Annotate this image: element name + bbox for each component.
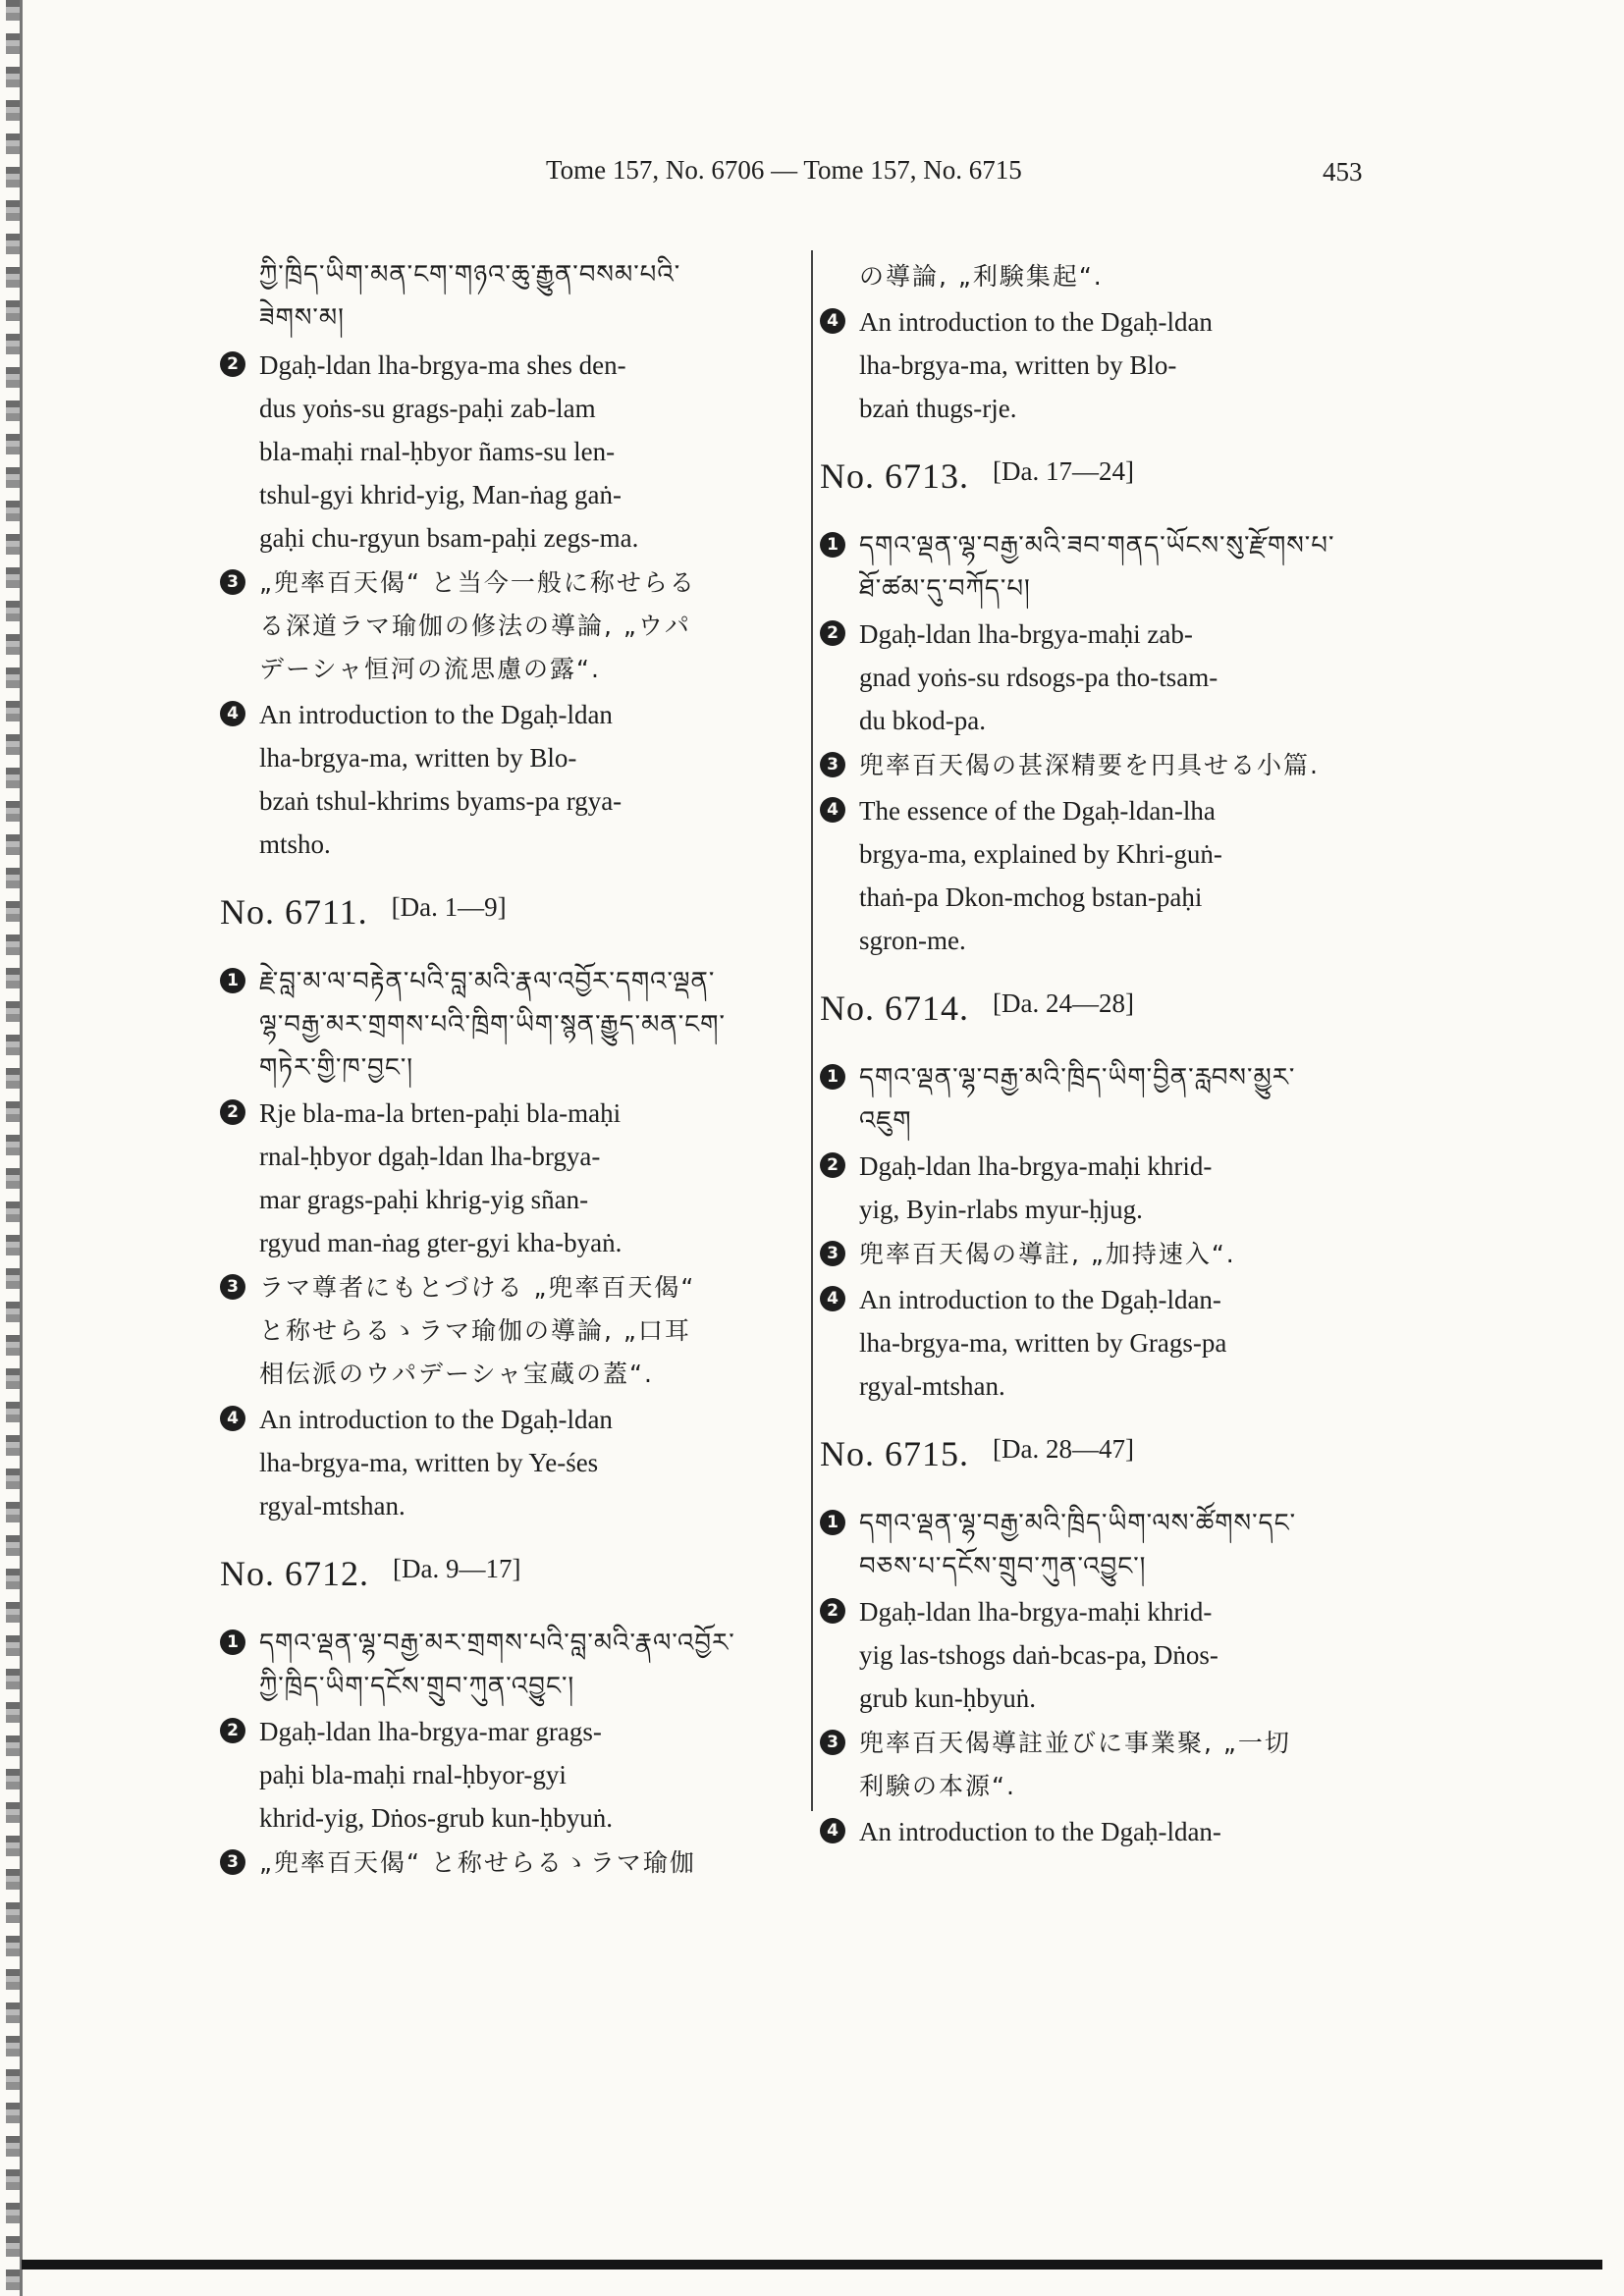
tibetan-line: དགའ་ལྡན་ལྷ་བརྒྱ་མའི་ཟབ་གནད་ཡོངས་སུ་རྫོགས་པ་ (859, 531, 1335, 561)
tibetan-line: དགའ་ལྡན་ལྷ་བརྒྱ་མའི་ཁྲིད་ཡིག་བྱིན་རླབས་མྱུར་ (859, 1063, 1296, 1093)
item-marker: 2 (820, 620, 845, 646)
entry-item (820, 1502, 1381, 1588)
entry-number: No. 6713. (820, 456, 969, 496)
entry-item (220, 1266, 776, 1396)
text-line: du bkod-pa. (859, 706, 986, 735)
item-marker: 1 (220, 1629, 245, 1655)
item-marker: 2 (220, 1718, 245, 1743)
entry-item (820, 524, 1381, 611)
text-line: An introduction to the Dgaḥ-ldan (259, 700, 613, 729)
japanese-line: 利験の本源“. (859, 1772, 1016, 1800)
text-line: khrid-yig, Dṅos-grub kun-ḥbyuṅ. (259, 1803, 613, 1833)
entry-item (820, 1145, 1381, 1231)
entry-item (220, 1842, 776, 1885)
tibetan-line: གཏེར་གྱི་ཁ་བྱང་། (259, 1053, 414, 1083)
entry-range: [Da. 28—47] (993, 1434, 1134, 1464)
item-marker: 1 (220, 968, 245, 993)
text-line: Dgaḥ-ldan lha-brgya-mar grags- (259, 1717, 602, 1746)
item-marker: 2 (820, 1598, 845, 1624)
item-marker: 2 (820, 1152, 845, 1178)
japanese-line: る深道ラマ瑜伽の修法の導論, „ウパ (259, 612, 691, 640)
japanese-line: と称せらるゝラマ瑜伽の導論, „口耳 (259, 1316, 691, 1345)
text-line: paḥi bla-maḥi rnal-ḥbyor-gyi (259, 1760, 567, 1789)
tibetan-line: དགའ་ལྡན་ལྷ་བརྒྱ་མར་གྲགས་པའི་བླ་མའི་རྣལ་འབྱོར་ (259, 1629, 735, 1658)
text-line: Rje bla-ma-la brten-paḥi bla-maḥi (259, 1098, 622, 1128)
tibetan-line: བཅས་པ་དངོས་གྲུབ་ཀུན་འབྱུང་། (859, 1552, 1147, 1581)
text-line: An introduction to the Dgaḥ-ldan (859, 307, 1213, 337)
text-line: rgyal-mtshan. (859, 1371, 1005, 1401)
tibetan-line: ཐོ་ཚམ་དུ་བཀོད་པ། (859, 574, 1031, 604)
item-marker: 4 (820, 1818, 845, 1843)
text-line: The essence of the Dgaḥ-ldan-lha (859, 796, 1216, 826)
running-title: Tome 157, No. 6706 — Tome 157, No. 6715 (546, 155, 1022, 185)
entry-heading (220, 891, 776, 938)
text-line: tshul-gyi khrid-yig, Man-ṅag gaṅ- (259, 480, 622, 509)
item-marker: 3 (820, 1241, 845, 1266)
entry-item (220, 693, 776, 866)
entry-item (820, 613, 1381, 742)
tibetan-line: ཀྱི་ཁྲིད་ཡིག་མན་ངག་གཉའ་ཆུ་རྒྱུན་བསམ་པའི་ (259, 260, 681, 290)
text-line: Dgaḥ-ldan lha-brgya-ma shes den- (259, 350, 626, 380)
entry-item (220, 960, 776, 1090)
entry-item (820, 789, 1381, 962)
item-marker: 1 (820, 1510, 845, 1535)
entry-number: No. 6712. (220, 1554, 369, 1593)
entry-heading (820, 1433, 1381, 1480)
text-line: yig, Byin-rlabs myur-ḥjug. (859, 1195, 1143, 1224)
page-number: 453 (1323, 157, 1363, 187)
entry-item (220, 1398, 776, 1527)
text-line: bzaṅ tshul-khrims byams-pa rgya- (259, 786, 623, 816)
text-line: Dgaḥ-ldan lha-brgya-maḥi khrid- (859, 1597, 1213, 1627)
tibetan-line: འཇུག (859, 1106, 912, 1136)
entry-number: No. 6714. (820, 988, 969, 1028)
entry-range: [Da. 17—24] (993, 456, 1134, 486)
entry-number: No. 6715. (820, 1434, 969, 1473)
japanese-line: の導論, „利験集起“. (859, 262, 1104, 291)
item-marker: 1 (820, 1064, 845, 1090)
entry-heading (820, 455, 1381, 503)
japanese-line: 兜率百天偈導註並びに事業聚, „一切 (859, 1729, 1291, 1757)
text-line: rgyal-mtshan. (259, 1491, 406, 1521)
item-marker: 3 (220, 1274, 245, 1300)
entry-item (820, 1233, 1381, 1276)
entry-item (820, 300, 1381, 430)
item-marker: 4 (820, 308, 845, 334)
japanese-line: 兜率百天偈の導註, „加持速入“. (859, 1240, 1236, 1268)
entry-item (820, 1590, 1381, 1720)
tibetan-line: ལྷ་བརྒྱ་མར་གྲགས་པའི་ཁྲིག་ཡིག་སྙན་རྒྱུད་མན་ངག་ (259, 1010, 726, 1040)
catalog-entry (820, 455, 1381, 962)
text-line: sgron-me. (859, 926, 966, 955)
entry-item (820, 1810, 1381, 1853)
item-marker: 4 (220, 701, 245, 726)
tibetan-line: ཀྱི་ཁྲིད་ཡིག་དངོས་གྲུབ་ཀུན་འབྱུང་། (259, 1672, 575, 1701)
item-marker: 1 (820, 532, 845, 558)
text-line: gaḥi chu-rgyun bsam-paḥi zegs-ma. (259, 523, 639, 553)
entry-range: [Da. 24—28] (993, 988, 1134, 1018)
japanese-line: 相伝派のウパデーシャ宝蔵の蓋“. (259, 1360, 654, 1388)
entry-number: No. 6711. (220, 892, 368, 932)
column-divider (811, 250, 813, 1811)
left-column (220, 253, 776, 1885)
text-line: Dgaḥ-ldan lha-brgya-maḥi zab- (859, 619, 1193, 649)
item-marker: 2 (220, 1099, 245, 1125)
text-line: brgya-ma, explained by Khri-guṅ- (859, 839, 1222, 869)
item-marker: 2 (220, 351, 245, 377)
catalog-entry (220, 1553, 776, 1885)
text-line: mar grags-paḥi khrig-yig sñan- (259, 1185, 589, 1214)
continuation-block (220, 253, 776, 866)
text-line: gnad yoṅs-su rdsogs-pa tho-tsam- (859, 663, 1218, 692)
item-marker: 3 (820, 1730, 845, 1755)
item-marker: 4 (820, 797, 845, 823)
catalog-entry (820, 1433, 1381, 1853)
text-line: rgyud man-ṅag gter-gyi kha-byaṅ. (259, 1228, 623, 1257)
tibetan-line: རྗེ་བླ་མ་ལ་བརྟེན་པའི་བླ་མའི་རྣལ་འབྱོར་དགའ་ལྡན་ (259, 967, 716, 996)
japanese-line: „兜率百天偈“ と称せらるゝラマ瑜伽 (259, 1848, 696, 1877)
entry-item (820, 1056, 1381, 1143)
japanese-line: 兜率百天偈の甚深精要を円具せる小篇. (859, 751, 1320, 779)
text-line: lha-brgya-ma, written by Blo- (859, 350, 1177, 380)
entry-item (820, 1278, 1381, 1408)
entry-item (220, 344, 776, 560)
text-line: yig las-tshogs daṅ-bcas-pa, Dṅos- (859, 1640, 1218, 1670)
japanese-line: „兜率百天偈“ と当今一般に称せらる (259, 568, 696, 597)
item-marker: 3 (820, 752, 845, 777)
item-marker: 4 (820, 1286, 845, 1311)
japanese-line: デーシャ恒河の流思慮の露“. (259, 655, 601, 683)
text-line: rnal-ḥbyor dgaḥ-ldan lha-brgya- (259, 1142, 601, 1171)
entry-range: [Da. 9—17] (393, 1554, 521, 1583)
continuation-block (820, 255, 1381, 430)
catalog-entry (220, 891, 776, 1527)
text-line: bzaṅ thugs-rje. (859, 394, 1017, 423)
tibetan-line: དགའ་ལྡན་ལྷ་བརྒྱ་མའི་ཁྲིད་ཡིག་ལས་ཚོགས་དང་ (859, 1509, 1297, 1538)
entry-range: [Da. 1—9] (391, 892, 507, 922)
text-line: lha-brgya-ma, written by Blo- (259, 743, 577, 773)
entry-item (820, 744, 1381, 787)
item-marker: 4 (220, 1406, 245, 1431)
text-line: An introduction to the Dgaḥ-ldan- (859, 1817, 1221, 1846)
text-line: mtsho. (259, 829, 331, 859)
entry-heading (820, 988, 1381, 1035)
entry-item (220, 1092, 776, 1264)
binding-line (20, 0, 23, 2296)
tibetan-line: ཟེགས་མ། (259, 303, 345, 333)
item-marker: 3 (220, 569, 245, 595)
text-line: lha-brgya-ma, written by Grags-pa (859, 1328, 1227, 1358)
text-line: grub kun-ḥbyuṅ. (859, 1683, 1036, 1713)
entry-item (220, 1710, 776, 1840)
item-marker: 3 (220, 1849, 245, 1875)
entry-item (220, 1622, 776, 1708)
text-line: Dgaḥ-ldan lha-brgya-maḥi khrid- (859, 1151, 1213, 1181)
text-line: dus yoṅs-su grags-paḥi zab-lam (259, 394, 596, 423)
japanese-line: ラマ尊者にもとづける „兜率百天偈“ (259, 1273, 696, 1302)
entry-item (220, 561, 776, 691)
entry-item (820, 1722, 1381, 1808)
page-header (0, 155, 1624, 194)
text-line: lha-brgya-ma, written by Ye-śes (259, 1448, 599, 1477)
catalog-entry (820, 988, 1381, 1408)
page-bottom-rule (22, 2260, 1602, 2269)
right-column (820, 255, 1381, 1853)
entry-heading (220, 1553, 776, 1600)
text-line: bla-maḥi rnal-ḥbyor ñams-su len- (259, 437, 616, 466)
text-line: thaṅ-pa Dkon-mchog bstan-paḥi (859, 882, 1203, 912)
text-line: An introduction to the Dgaḥ-ldan- (859, 1285, 1221, 1314)
text-line: An introduction to the Dgaḥ-ldan (259, 1405, 613, 1434)
